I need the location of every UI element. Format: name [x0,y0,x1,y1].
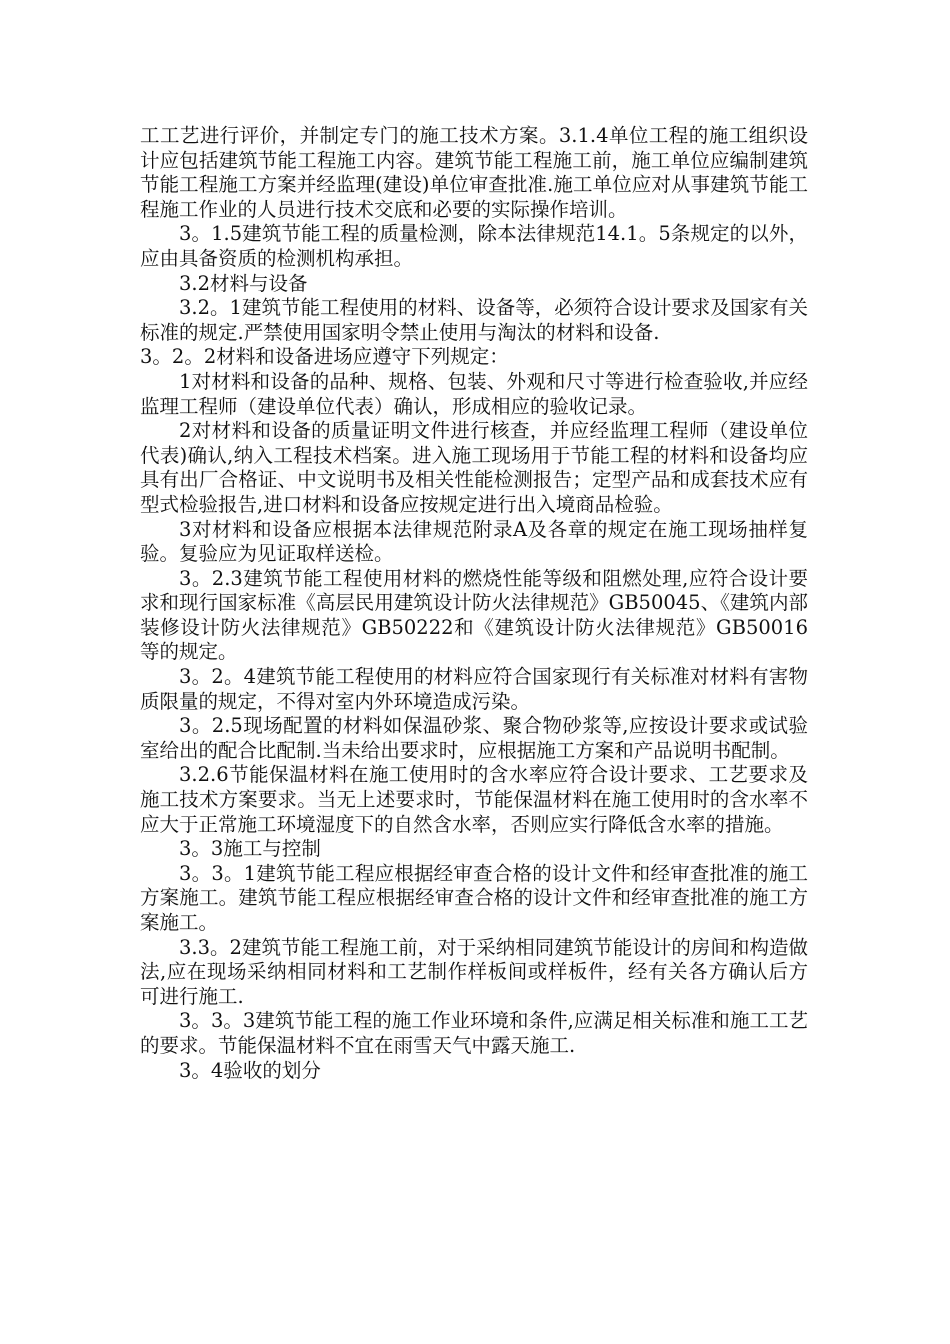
paragraph-3-3-3: 3。3。3建筑节能工程的施工作业环境和条件,应满足相关标准和施工工艺的要求。节能保温材料不宜在雨雪天气中露天施工. [140,1009,808,1057]
paragraph-3-3-2: 3.3。2建筑节能工程施工前，对于采纳相同建筑节能设计的房间和构造做法,应在现场采纳相同材料和工艺制作样板间或样板件，经有关各方确认后方可进行施工. [140,935,808,1008]
paragraph-3-2-3: 3。2.3建筑节能工程使用材料的燃烧性能等级和阻燃处理,应符合设计要求和现行国家标准《高层民用建筑设计防火法律规范》GB50045、《建筑内部装修设计防火法律规范》GB50222和《建筑设计防火法律规范》GB50016等的规定。 [140,566,808,664]
paragraph-1: 工工艺进行评价，并制定专门的施工技术方案。3.1.4单位工程的施工组织设计应包括建筑节能工程施工内容。建筑节能工程施工前，施工单位应编制建筑节能工程施工方案并经监理(建设)单位审查批准.施工单位应对从事建筑节能工程施工作业的人员进行技术交底和必要的实际操作培训。 [140,124,808,221]
section-heading-3-3: 3。3施工与控制 [179,837,321,861]
document-body [140,124,808,1083]
section-heading-3-4: 3。4验收的划分 [179,1058,321,1082]
list-item-3: 3对材料和设备应根据本法律规范附录A及各章的规定在施工现场抽样复验。复验应为见证取样送检。 [140,517,808,566]
paragraph-3-3-1: 3。3。1建筑节能工程应根据经审查合格的设计文件和经审查批准的施工方案施工。建筑节能工程应根据经审查合格的设计文件和经审查批准的施工方案施工。 [140,861,808,934]
paragraph-3-2-6: 3.2.6节能保温材料在施工使用时的含水率应符合设计要求、工艺要求及施工技术方案要求。当无上述要求时，节能保温材料在施工使用时的含水率不应大于正常施工环境湿度下的自然含水率，否则应实行降低含水率的措施。 [140,763,808,836]
list-item-1: 1对材料和设备的品种、规格、包装、外观和尺寸等进行检查验收,并应经监理工程师（建设单位代表）确认，形成相应的验收记录。 [140,369,808,418]
paragraph-3-2-5: 3。2.5现场配置的材料如保温砂浆、聚合物砂浆等,应按设计要求或试验室给出的配合比配制.当未给出要求时，应根据施工方案和产品说明书配制。 [140,714,808,762]
paragraph-3-2-4: 3。2。4建筑节能工程使用的材料应符合国家现行有关标准对材料有害物质限量的规定，不得对室内外环境造成污染。 [140,665,808,713]
paragraph-3-2-2: 3。2。2材料和设备进场应遵守下列规定： [140,345,509,369]
paragraph-2: 3。1.5建筑节能工程的质量检测，除本法律规范14.1。5条规定的以外，应由具备资质的检测机构承担。 [140,222,808,270]
paragraph-3-2-1: 3.2。1建筑节能工程使用的材料、设备等，必须符合设计要求及国家有关标准的规定.严禁使用国家明令禁止使用与淘汰的材料和设备. [140,296,808,344]
list-item-2: 2对材料和设备的质量证明文件进行核查，并应经监理工程师（建设单位代表)确认,纳入工程技术档案。进入施工现场用于节能工程的材料和设备均应具有出厂合格证、中文说明书及相关性能检测报告；定型产品和成套技术应有型式检验报告,进口材料和设备应按规定进行出入境商品检验。 [140,419,808,516]
section-heading-3-2: 3.2材料与设备 [179,271,308,295]
